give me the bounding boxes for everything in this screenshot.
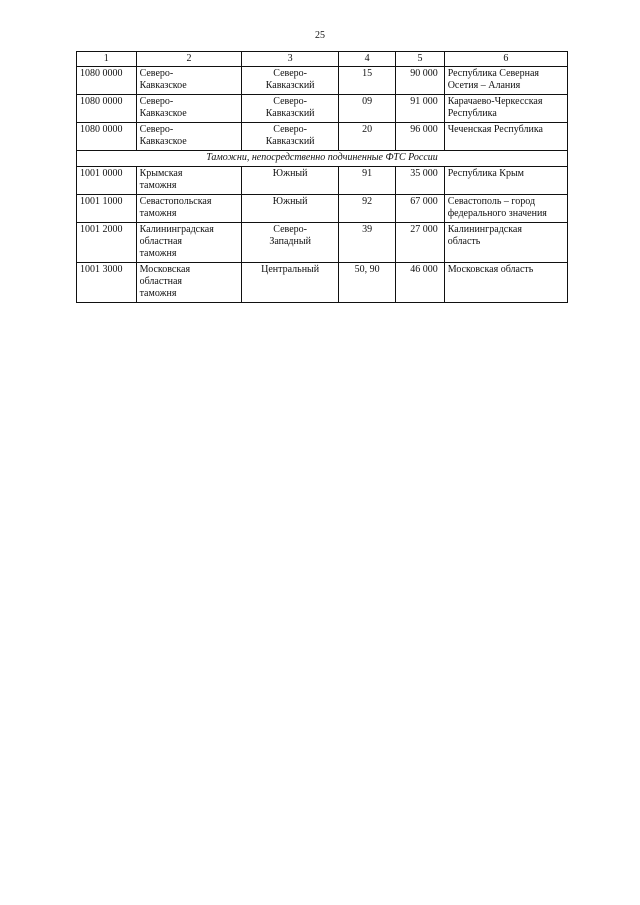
region-code-cell: 20 <box>338 123 396 151</box>
table-row <box>77 195 568 223</box>
code-cell: 1001 1000 <box>77 195 137 223</box>
code-cell: 1080 0000 <box>77 95 137 123</box>
district-cell: Южный <box>242 167 339 195</box>
subject-cell: Чеченская Республика <box>444 123 567 151</box>
customs-name-cell: Крымская таможня <box>136 167 242 195</box>
customs-name-cell: Московская областная таможня <box>136 263 242 303</box>
district-cell: Северо- Кавказский <box>242 123 339 151</box>
okato-cell: 46 000 <box>396 263 444 303</box>
column-header: 1 <box>77 52 137 67</box>
column-header: 2 <box>136 52 242 67</box>
subject-cell: Республика Северная Осетия – Алания <box>444 67 567 95</box>
region-code-cell: 39 <box>338 223 396 263</box>
code-cell: 1001 0000 <box>77 167 137 195</box>
table-row <box>77 263 568 303</box>
table-row <box>77 95 568 123</box>
subject-cell: Калининградская область <box>444 223 567 263</box>
subject-cell: Севастополь – город федерального значения <box>444 195 567 223</box>
column-header: 3 <box>242 52 339 67</box>
customs-name-cell: Северо- Кавказское <box>136 123 242 151</box>
district-cell: Северо- Кавказский <box>242 95 339 123</box>
table-row <box>77 167 568 195</box>
okato-cell: 91 000 <box>396 95 444 123</box>
column-header: 6 <box>444 52 567 67</box>
district-cell: Центральный <box>242 263 339 303</box>
customs-name-cell: Северо- Кавказское <box>136 67 242 95</box>
code-cell: 1001 2000 <box>77 223 137 263</box>
column-header: 5 <box>396 52 444 67</box>
group2-rows <box>77 167 568 303</box>
region-code-cell: 91 <box>338 167 396 195</box>
customs-name-cell: Калининградская областная таможня <box>136 223 242 263</box>
okato-cell: 90 000 <box>396 67 444 95</box>
code-cell: 1080 0000 <box>77 123 137 151</box>
region-code-cell: 15 <box>338 67 396 95</box>
table-row <box>77 223 568 263</box>
table-row <box>77 123 568 151</box>
region-code-cell: 09 <box>338 95 396 123</box>
region-code-cell: 50, 90 <box>338 263 396 303</box>
group1-rows <box>77 67 568 151</box>
subject-cell: Карачаево-Черкесская Республика <box>444 95 567 123</box>
section-title: Таможни, непосредственно подчиненные ФТС России <box>77 151 568 167</box>
customs-name-cell: Северо- Кавказское <box>136 95 242 123</box>
table-row <box>77 67 568 95</box>
region-code-cell: 92 <box>338 195 396 223</box>
code-cell: 1080 0000 <box>77 67 137 95</box>
customs-name-cell: Севастопольская таможня <box>136 195 242 223</box>
code-cell: 1001 3000 <box>77 263 137 303</box>
okato-cell: 67 000 <box>396 195 444 223</box>
subject-cell: Республика Крым <box>444 167 567 195</box>
okato-cell: 27 000 <box>396 223 444 263</box>
okato-cell: 96 000 <box>396 123 444 151</box>
district-cell: Южный <box>242 195 339 223</box>
section-row <box>77 151 568 167</box>
header-row <box>77 52 568 67</box>
column-header: 4 <box>338 52 396 67</box>
subject-cell: Московская область <box>444 263 567 303</box>
customs-table <box>76 51 568 303</box>
page-number: 25 <box>315 30 325 41</box>
district-cell: Северо- Западный <box>242 223 339 263</box>
okato-cell: 35 000 <box>396 167 444 195</box>
district-cell: Северо- Кавказский <box>242 67 339 95</box>
